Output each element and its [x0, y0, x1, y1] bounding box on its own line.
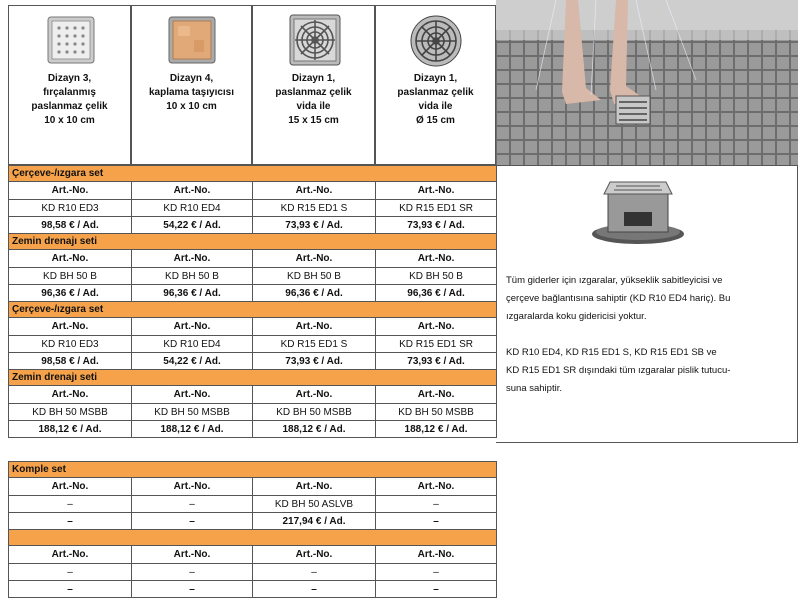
- art-no-header: Art.-No.: [9, 318, 132, 336]
- komple-set-title: Komple set: [9, 462, 497, 478]
- brushed-steel-square-grate-icon: [47, 16, 95, 64]
- price: 54,22 € / Ad.: [132, 353, 253, 370]
- price: –: [376, 581, 497, 598]
- price: 73,93 € / Ad.: [253, 353, 376, 370]
- art-no-header: Art.-No.: [376, 386, 497, 404]
- art-no-header: Art.-No.: [376, 546, 497, 564]
- header-row: [9, 250, 497, 268]
- art-no-header: Art.-No.: [253, 478, 376, 496]
- section-title: Zemin drenajı seti: [9, 370, 497, 386]
- art-number: –: [9, 496, 132, 513]
- price-row: [9, 353, 497, 370]
- art-number: –: [376, 564, 497, 581]
- art-number: KD R10 ED3: [9, 336, 132, 353]
- art-number: KD R15 ED1 SR: [376, 200, 497, 217]
- shower-floor-photo: [496, 0, 798, 165]
- art-no-header: Art.-No.: [9, 478, 132, 496]
- art-no-header: Art.-No.: [9, 182, 132, 200]
- art-no-header: Art.-No.: [376, 250, 497, 268]
- product-card-4: [375, 5, 496, 165]
- art-number: KD BH 50 MSBB: [376, 404, 497, 421]
- art-row: [9, 564, 497, 581]
- price: 96,36 € / Ad.: [253, 285, 376, 302]
- art-row: [9, 336, 497, 353]
- price-row: [9, 285, 497, 302]
- section-title: Çerçeve-/ızgara set: [9, 302, 497, 318]
- product-card-2: [131, 5, 252, 165]
- extra-set-title-row: [9, 530, 497, 546]
- art-no-header: Art.-No.: [253, 250, 376, 268]
- section-title-row: [9, 302, 497, 318]
- section-title: Çerçeve-/ızgara set: [9, 166, 497, 182]
- art-number: KD BH 50 MSBB: [9, 404, 132, 421]
- tile-carrier-grate-icon: [168, 16, 216, 64]
- section-title-row: [9, 166, 497, 182]
- art-number: KD R10 ED4: [132, 200, 253, 217]
- art-no-header: Art.-No.: [376, 182, 497, 200]
- art-number: KD BH 50 MSBB: [253, 404, 376, 421]
- art-number: KD R15 ED1 SR: [376, 336, 497, 353]
- product-caption-2: Dizayn 4, kaplama taşıyıcısı 10 x 10 cm: [148, 73, 235, 112]
- art-no-header: Art.-No.: [132, 182, 253, 200]
- info-paragraph-1: Tüm giderler için ızgaralar, yükseklik sabitleyicisi ve çerçeve bağlantısına sahiptir (KD R10 ED4 hariç). Bu ızgaralarda koku gidericisi yoktur.: [506, 275, 731, 322]
- header-row: [9, 546, 497, 564]
- section-title-row: [9, 370, 497, 386]
- info-paragraph-2: KD R10 ED4, KD R15 ED1 S, KD R15 ED1 SB ve KD R15 ED1 SR dışındaki tüm ızgaralar pislik tutucu- suna sahiptir.: [506, 347, 731, 394]
- komple-set-title-row: [9, 462, 497, 478]
- price-row: [9, 421, 497, 438]
- art-row: [9, 200, 497, 217]
- section-title-row: [9, 234, 497, 250]
- art-no-header: Art.-No.: [376, 318, 497, 336]
- price: –: [9, 581, 132, 598]
- art-no-header: Art.-No.: [253, 182, 376, 200]
- price: 188,12 € / Ad.: [132, 421, 253, 438]
- art-number: –: [376, 496, 497, 513]
- price: 54,22 € / Ad.: [132, 217, 253, 234]
- price: 98,58 € / Ad.: [9, 353, 132, 370]
- art-number: KD BH 50 B: [9, 268, 132, 285]
- info-panel: [496, 165, 798, 443]
- price-row: [9, 581, 497, 598]
- price: –: [376, 513, 497, 530]
- art-no-header: Art.-No.: [253, 386, 376, 404]
- art-no-header: Art.-No.: [376, 478, 497, 496]
- price: 217,94 € / Ad.: [253, 513, 376, 530]
- drain-assembly-image: [588, 176, 688, 246]
- art-no-header: Art.-No.: [132, 250, 253, 268]
- product-card-3: [252, 5, 375, 165]
- art-number: –: [132, 496, 253, 513]
- price: 188,12 € / Ad.: [253, 421, 376, 438]
- price: 188,12 € / Ad.: [9, 421, 132, 438]
- art-no-header: Art.-No.: [253, 318, 376, 336]
- square-screw-grate-icon: [289, 14, 341, 66]
- header-row: [9, 318, 497, 336]
- extra-set-title: [9, 530, 497, 546]
- art-row: [9, 496, 497, 513]
- price: 96,36 € / Ad.: [9, 285, 132, 302]
- art-no-header: Art.-No.: [132, 386, 253, 404]
- art-no-header: Art.-No.: [132, 318, 253, 336]
- price: 96,36 € / Ad.: [132, 285, 253, 302]
- price-row: [9, 217, 497, 234]
- art-no-header: Art.-No.: [9, 386, 132, 404]
- art-no-header: Art.-No.: [132, 546, 253, 564]
- art-no-header: Art.-No.: [132, 478, 253, 496]
- price: 73,93 € / Ad.: [253, 217, 376, 234]
- header-row: [9, 182, 497, 200]
- art-number: KD BH 50 MSBB: [132, 404, 253, 421]
- price-row: [9, 513, 497, 530]
- header-row: [9, 478, 497, 496]
- product-caption-4: Dizayn 1, paslanmaz çelik vida ile Ø 15 cm: [397, 73, 474, 126]
- art-number: –: [253, 564, 376, 581]
- art-number: –: [132, 564, 253, 581]
- price: 73,93 € / Ad.: [376, 217, 497, 234]
- art-number: –: [9, 564, 132, 581]
- art-number: KD BH 50 ASLVB: [253, 496, 376, 513]
- product-card-1: [8, 5, 131, 165]
- price: –: [9, 513, 132, 530]
- art-row: [9, 404, 497, 421]
- art-number: KD R10 ED3: [9, 200, 132, 217]
- art-no-header: Art.-No.: [9, 546, 132, 564]
- art-number: KD R15 ED1 S: [253, 336, 376, 353]
- price: –: [132, 513, 253, 530]
- art-number: KD R15 ED1 S: [253, 200, 376, 217]
- art-row: [9, 268, 497, 285]
- section-title: Zemin drenajı seti: [9, 234, 497, 250]
- price: 73,93 € / Ad.: [376, 353, 497, 370]
- art-number: KD BH 50 B: [253, 268, 376, 285]
- price: 98,58 € / Ad.: [9, 217, 132, 234]
- product-caption-3: Dizayn 1, paslanmaz çelik vida ile 15 x 15 cm: [275, 73, 352, 126]
- art-number: KD BH 50 B: [376, 268, 497, 285]
- art-no-header: Art.-No.: [253, 546, 376, 564]
- art-number: KD BH 50 B: [132, 268, 253, 285]
- art-no-header: Art.-No.: [9, 250, 132, 268]
- round-screw-grate-icon: [409, 14, 463, 68]
- product-caption-1: Dizayn 3, fırçalanmış paslanmaz çelik 10 x 10 cm: [31, 73, 108, 126]
- price-table: [8, 165, 497, 438]
- price: 188,12 € / Ad.: [376, 421, 497, 438]
- price: –: [253, 581, 376, 598]
- header-row: [9, 386, 497, 404]
- price: 96,36 € / Ad.: [376, 285, 497, 302]
- price: –: [132, 581, 253, 598]
- complete-set-table: [8, 461, 497, 598]
- art-number: KD R10 ED4: [132, 336, 253, 353]
